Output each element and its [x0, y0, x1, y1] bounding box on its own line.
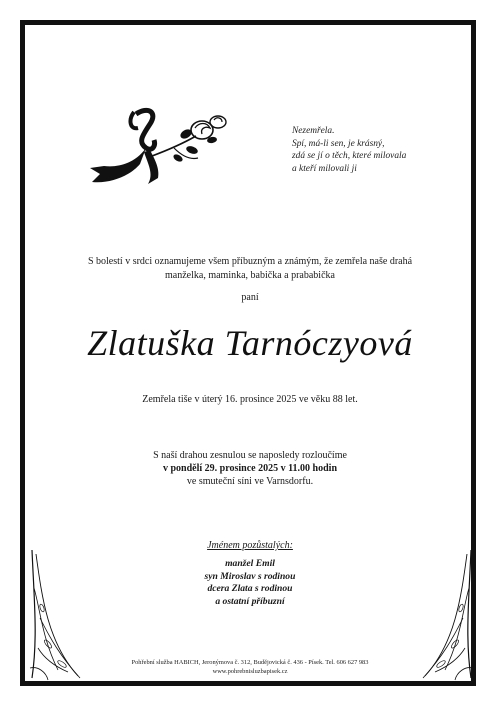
- funeral-service-footer: [0, 659, 500, 676]
- poem-line: Spí, má-li sen, je krásný,: [292, 138, 385, 149]
- title-word: paní: [241, 292, 259, 303]
- announcement-line: manželka, maminka, babička a prababička: [165, 270, 335, 281]
- mourner-item: a ostatní příbuzní: [215, 595, 285, 607]
- ribbon-rose-ornament-icon: [86, 106, 231, 188]
- mourners-heading: Jménem pozůstalých:: [207, 540, 293, 551]
- farewell-details: [0, 449, 500, 488]
- mourner-item: syn Miroslav s rodinou: [204, 570, 296, 582]
- poem-line: a kteří milovali ji: [292, 163, 357, 174]
- poem-line: Nezemřela.: [292, 126, 335, 136]
- deceased-name: Zlatuška Tarnóczyová: [87, 323, 413, 363]
- footer-contact: Pohřební služba HABICH, Jeronýmova č. 312, Budějovická č. 436 - Písek. Tel. 606 627 983: [131, 659, 369, 666]
- death-notice: Zemřela tiše v úterý 16. prosince 2025 ve věku 88 let.: [142, 394, 358, 405]
- announcement-line: S bolestí v srdci oznamujeme všem příbuzným a známým, že zemřela naše drahá: [87, 256, 413, 267]
- mourner-item: manžel Emil: [225, 558, 275, 569]
- footer-website: www.pohrebnisluzbapisek.cz: [212, 667, 288, 675]
- poem-line: zdá se jí o těch, které milovala: [292, 151, 407, 161]
- mourner-item: dcera Zlata s rodinou: [207, 583, 293, 594]
- farewell-line: S naší drahou zesnulou se naposledy rozloučíme: [153, 450, 347, 461]
- announcement-text: [40, 255, 460, 283]
- farewell-date: v pondělí 29. prosince 2025 v 11.00 hodin: [162, 463, 338, 474]
- farewell-place: ve smuteční síni ve Varnsdorfu.: [186, 476, 314, 487]
- poem-quote: [292, 125, 462, 175]
